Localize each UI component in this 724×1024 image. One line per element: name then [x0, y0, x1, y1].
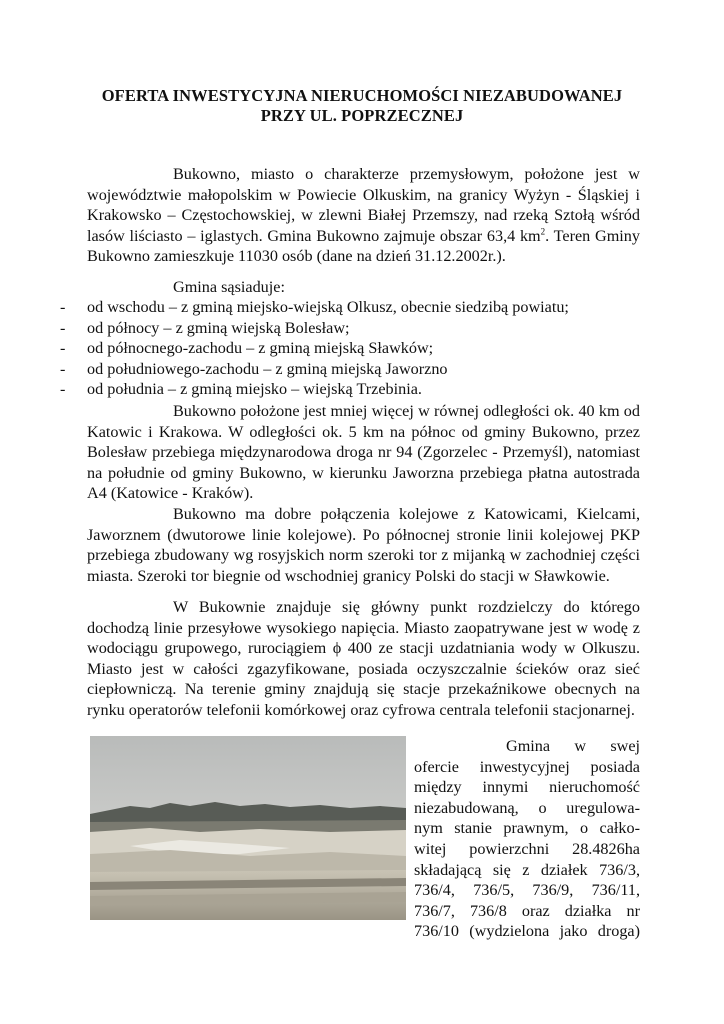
list-item: [60, 338, 640, 359]
parcel-line: nym stanie prawnym, o całko-: [414, 819, 640, 838]
paragraph-infrastructure: W Bukownie znajduje się główny punkt rozdzielczy do którego dochodzą linie przesyłowe wysokiego napięcia. Miasto zaopatrywane jest w wodę z wodociągu grupowego, rurociągiem ϕ 400 ze stacji uzdatniania wody w Olkuszu. Miasto jest w całości zgazyfikowane, posiada oczyszczalnie ścieków oraz sieć ciepłowniczą. Na terenie gminy znajdują się stacje przekaźnikowe obecnych na rynku operatorów telefonii komórkowej oraz cyfrowa centrala telefonii stacjonarnej.: [87, 598, 640, 719]
parcel-line: 736/10 (wydzielona jako droga): [414, 922, 640, 941]
parcel-line: składającą się z działek 736/3,: [414, 860, 640, 879]
parcel-line: witej powierzchni 28.4826ha: [414, 839, 640, 858]
paragraph-location: Bukowno położone jest mniej więcej w równej odległości ok. 40 km od Katowic i Krakowa. W odległości ok. 5 km na północ od gminy Bukowno, przez Bolesław przebiega międzynarodowa droga nr 94 (Zgorzelec - Przemyśl), natomiast na południe od gminy Bukowno, w kierunku Jaworzna przebiega płatna autostrada A4 (Katowice - Kraków).: [87, 402, 640, 503]
site-photo: [90, 736, 406, 920]
parcel-line: Gmina w swej: [506, 737, 640, 755]
document-title: [60, 86, 664, 126]
neighbors-intro: Gmina sąsiaduje:: [173, 278, 285, 296]
parcel-description: [414, 736, 640, 942]
parcel-line: 736/7, 736/8 oraz działka nr: [414, 901, 640, 920]
neighbors-list: [60, 297, 640, 400]
bullet-dash: -: [60, 359, 66, 378]
bullet-dash: -: [60, 339, 66, 358]
paragraph-railway: Bukowno ma dobre połączenia kolejowe z Katowicami, Kielcami, Jaworznem (dwutorowe linie kolejowe). Po północnej stronie linii kolejowej PKP przebiega zbudowany wg rosyjskich norm szeroki tor z mijanką w zachodniej części miasta. Szeroki tor biegnie od wschodniej granicy Polski do stacji w Sławkowie.: [87, 505, 640, 585]
bullet-dash: -: [60, 380, 66, 399]
bullet-dash: -: [60, 298, 66, 316]
title-line-1: OFERTA INWESTYCYJNA NIERUCHOMOŚCI NIEZABUDOWANEJ: [101, 86, 623, 105]
list-item-text: od północy – z gminą wiejską Bolesław;: [87, 318, 350, 337]
list-item-text: od północnego-zachodu – z gminą miejską Sławków;: [87, 339, 434, 358]
bullet-dash: -: [60, 318, 66, 337]
parcel-line: ofercie inwestycyjnej posiada: [414, 757, 640, 776]
parcel-line: między innymi nieruchomość: [414, 778, 640, 797]
title-line-2: PRZY UL. POPRZECZNEJ: [260, 106, 464, 125]
paragraph-intro: [87, 164, 640, 267]
paragraph-intro-text-b: . Teren Gminy Bukowno zamieszkuje 11030 osób (dane na dzień 31.12.2002r.).: [87, 226, 640, 266]
list-item: [60, 297, 640, 318]
list-item-text: od południa – z gminą miejsko – wiejską Trzebinia.: [87, 380, 422, 399]
landscape-image: [90, 736, 406, 920]
parcel-line: niezabudowaną, o uregulowa-: [414, 798, 640, 817]
list-item: [60, 359, 640, 380]
area-unit-superscript: 2: [540, 226, 546, 237]
list-item-text: od wschodu – z gminą miejsko-wiejską Olkusz, obecnie siedzibą powiatu;: [87, 298, 569, 316]
list-item: [60, 318, 640, 339]
paragraph-intro-text-a: Bukowno, miasto o charakterze przemysłowym, położone jest w województwie małopolskim w Powiecie Olkuskim, na granicy Wyżyn - Śląskiej i Krakowsko – Częstochowskiej, w zlewni Białej Przemszy, nad rzeką Sztołą wśród lasów liściasto – iglastych. Gmina Bukowno zajmuje obszar 63,4 km: [87, 165, 640, 245]
list-item-text: od południowego-zachodu – z gminą miejską Jaworzno: [87, 359, 448, 378]
list-item: [60, 379, 640, 400]
parcel-line: 736/4, 736/5, 736/9, 736/11,: [414, 881, 640, 900]
